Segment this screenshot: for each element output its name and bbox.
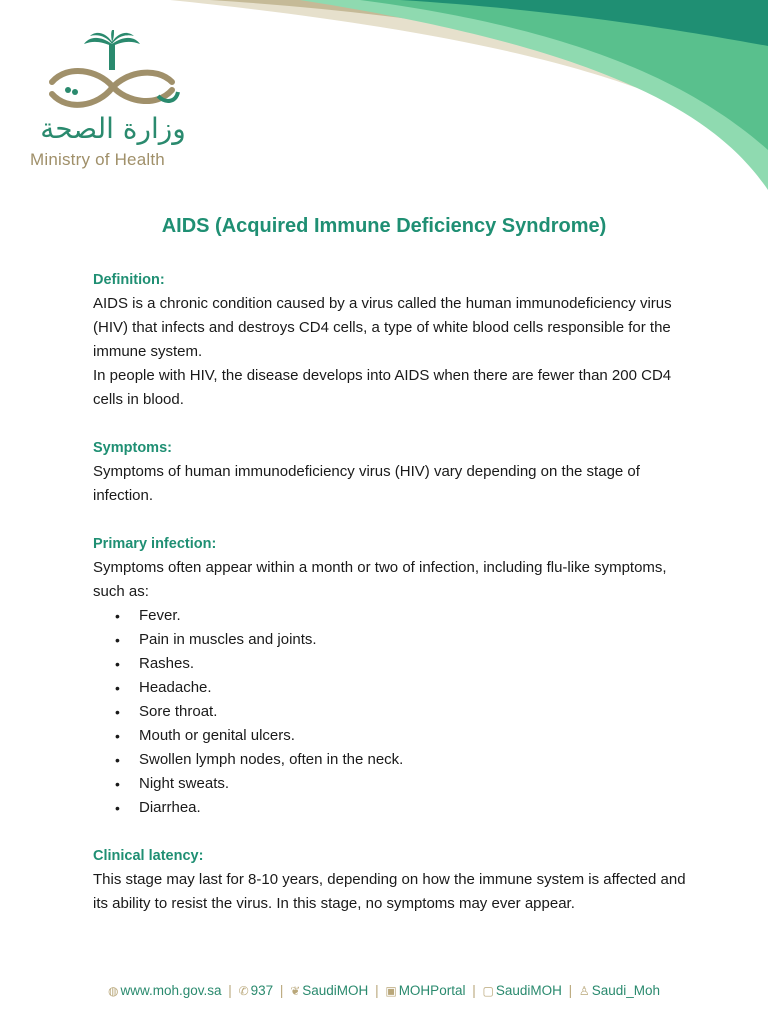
youtube-handle[interactable]: MOHPortal <box>398 983 466 998</box>
document-body <box>93 268 693 916</box>
snapchat-icon: ♙ <box>578 984 590 998</box>
symptoms-paragraph: Symptoms of human immunodeficiency virus (HIV) vary depending on the stage of infection. <box>93 463 640 504</box>
document-title: AIDS (Acquired Immune Deficiency Syndrome) <box>161 215 607 237</box>
list-item: • Mouth or genital ulcers. <box>139 724 693 748</box>
phone-icon: ✆ <box>238 984 249 998</box>
twitter-handle[interactable]: SaudiMOH <box>302 983 369 998</box>
list-item: • Fever. <box>139 604 693 628</box>
definition-paragraph-2: In people with HIV, the disease develops into AIDS when there are fewer than 200 CD4 cells in blood. <box>93 367 672 408</box>
list-item: • Diarrhea. <box>139 796 693 820</box>
list-item: • Night sweats. <box>139 772 693 796</box>
contact-footer: ◍ www.moh.gov.sa | ✆ 937 | ❦ SaudiMOH | ▣ MOHPortal | ▢ SaudiMOH | ♙ Saudi_Moh <box>107 983 660 998</box>
phone-number[interactable]: 937 <box>250 983 274 998</box>
facebook-handle[interactable]: SaudiMOH <box>495 983 562 998</box>
ministry-logo <box>28 30 198 180</box>
list-item: • Pain in muscles and joints. <box>139 628 693 652</box>
logo-arabic-text: وزارة الصحة <box>40 112 186 145</box>
snapchat-handle[interactable]: Saudi_Moh <box>591 983 660 998</box>
list-item: • Sore throat. <box>139 700 693 724</box>
logo-english-text: Ministry of Health <box>30 150 165 169</box>
website-link[interactable]: www.moh.gov.sa <box>120 983 222 998</box>
primary-infection-paragraph: Symptoms often appear within a month or two of infection, including flu-like symptoms, such as: <box>93 559 667 600</box>
definition-heading: Definition: <box>93 272 165 288</box>
list-item: • Swollen lymph nodes, often in the neck. <box>139 748 693 772</box>
clinical-latency-paragraph: This stage may last for 8-10 years, depending on how the immune system is affected and its ability to resist the virus. In this stage, no symptoms may ever appear. <box>93 871 686 912</box>
symptom-list <box>93 604 693 820</box>
primary-infection-heading: Primary infection: <box>93 536 217 552</box>
symptoms-heading: Symptoms: <box>93 440 172 456</box>
facebook-icon: ▢ <box>482 984 494 998</box>
list-item: • Rashes. <box>139 652 693 676</box>
twitter-icon: ❦ <box>290 984 301 998</box>
list-item: • Headache. <box>139 676 693 700</box>
definition-paragraph-1: AIDS is a chronic condition caused by a virus called the human immunodeficiency virus (HIV) that infects and destroys CD4 cells, a type of white blood cells responsible for the immune system. <box>93 295 672 360</box>
globe-icon: ◍ <box>107 984 119 998</box>
youtube-icon: ▣ <box>385 984 397 998</box>
clinical-latency-heading: Clinical latency: <box>93 848 204 864</box>
palm-swords-icon <box>28 30 198 110</box>
